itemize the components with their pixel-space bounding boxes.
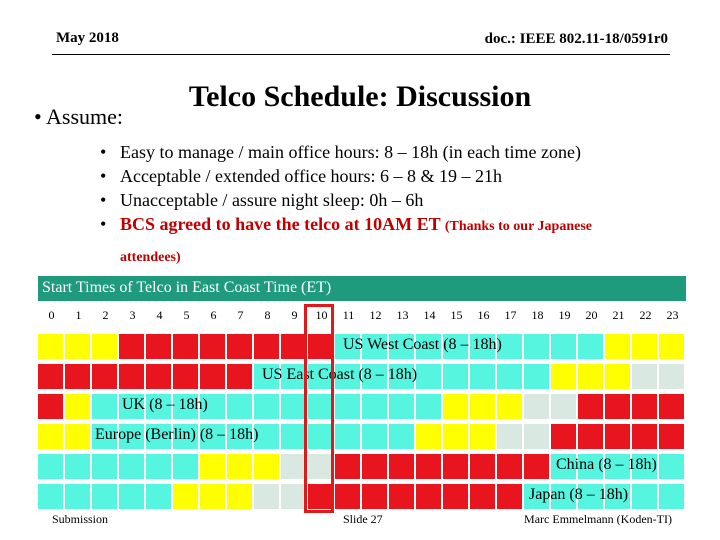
- hour-cell: [281, 484, 306, 509]
- assume-heading: [34, 104, 123, 130]
- slide-title: Telco Schedule: Discussion: [188, 80, 532, 113]
- row-label: UK (8 – 18h): [122, 396, 208, 413]
- hour-header-row: [38, 301, 686, 334]
- hour-label: 1: [75, 308, 82, 322]
- hour-label: 13: [396, 308, 409, 322]
- hour-cell: [605, 364, 630, 389]
- hour-label: 16: [477, 308, 490, 322]
- hour-cell: [497, 454, 522, 479]
- hour-cell: [497, 424, 522, 449]
- bullet-note: (Thanks to our Japanese: [444, 219, 592, 234]
- hour-label: 10: [315, 308, 328, 322]
- hour-label: 17: [504, 308, 517, 322]
- hour-cell: [389, 454, 414, 479]
- hour-cell: [551, 394, 576, 419]
- hour-label: 2: [102, 308, 109, 322]
- hour-cell: [173, 484, 198, 509]
- header-divider: [52, 54, 670, 55]
- hour-cell: [605, 394, 630, 419]
- assume-label: Assume:: [46, 104, 123, 129]
- hour-cell: [281, 394, 306, 419]
- hour-cell: [578, 424, 603, 449]
- list-item: [100, 212, 700, 236]
- hour-cell: [416, 424, 441, 449]
- hour-cell: [254, 394, 279, 419]
- hour-cell: [389, 424, 414, 449]
- bullet-icon: •: [100, 190, 107, 210]
- hour-cell: [470, 394, 495, 419]
- footer-author: Marc Emmelmann (Koden-TI): [524, 512, 672, 526]
- hour-cell: [632, 484, 657, 509]
- hour-cell: [146, 484, 171, 509]
- hour-cell: [362, 394, 387, 419]
- hour-cell: [119, 454, 144, 479]
- hour-cell: [632, 394, 657, 419]
- hour-cell: [659, 454, 684, 479]
- hour-cell: [254, 484, 279, 509]
- hour-cell: [497, 484, 522, 509]
- hour-label: 19: [558, 308, 571, 322]
- hour-label: 23: [666, 308, 679, 322]
- hour-cell: [524, 394, 549, 419]
- table-title: Start Times of Telco in East Coast Time (ET): [42, 279, 332, 296]
- hour-cell: [227, 484, 252, 509]
- hour-cell: [605, 424, 630, 449]
- hour-cell: [659, 334, 684, 359]
- hour-cell: [632, 334, 657, 359]
- hour-cell: [524, 334, 549, 359]
- hour-cell: [38, 364, 63, 389]
- hour-cell: [551, 424, 576, 449]
- hour-cell: [200, 364, 225, 389]
- hour-cell: [659, 364, 684, 389]
- hour-cell: [200, 484, 225, 509]
- hour-cell: [578, 334, 603, 359]
- hour-label: 12: [369, 308, 382, 322]
- hour-cell: [524, 454, 549, 479]
- hour-label: 5: [183, 308, 190, 322]
- hour-cell: [416, 484, 441, 509]
- hour-cell: [119, 334, 144, 359]
- hour-cell: [173, 364, 198, 389]
- hour-cell: [173, 334, 198, 359]
- hour-cell: [92, 394, 117, 419]
- header-date: May 2018: [56, 30, 119, 46]
- header-doc-id: doc.: IEEE 802.11-18/0591r0: [484, 31, 668, 47]
- table-row: [38, 424, 686, 451]
- hour-cell: [281, 424, 306, 449]
- hour-cell: [443, 364, 468, 389]
- row-label: China (8 – 18h): [556, 456, 657, 473]
- bullet-text: Easy to manage / main office hours: 8 – 18h (in each time zone): [120, 142, 582, 162]
- hour-cell: [173, 454, 198, 479]
- hour-cell: [524, 364, 549, 389]
- hour-label: 7: [237, 308, 244, 322]
- bullet-main: BCS agreed to have the telco at 10AM ET: [120, 214, 441, 234]
- hour-cell: [443, 424, 468, 449]
- hour-cell: [38, 394, 63, 419]
- hour-cell: [335, 394, 360, 419]
- table-row: [38, 394, 686, 421]
- hour-cell: [227, 394, 252, 419]
- row-label: Japan (8 – 18h): [529, 486, 629, 503]
- bullet-icon: •: [100, 166, 107, 186]
- row-label: Europe (Berlin) (8 – 18h): [95, 426, 259, 443]
- hour-cell: [659, 484, 684, 509]
- hour-cell: [497, 364, 522, 389]
- hour-cell: [416, 394, 441, 419]
- bullet-icon: •: [100, 142, 107, 162]
- table-title-bar: [38, 276, 686, 301]
- hour-cell: [470, 454, 495, 479]
- hour-cell: [146, 454, 171, 479]
- hour-cell: [362, 484, 387, 509]
- bullet-icon: •: [100, 214, 107, 234]
- hour-label: 22: [639, 308, 652, 322]
- bullet-list: [100, 140, 700, 236]
- hour-cell: [227, 454, 252, 479]
- table-row: [38, 454, 686, 481]
- hour-cell: [92, 454, 117, 479]
- hour-cell: [65, 394, 90, 419]
- hour-cell: [578, 364, 603, 389]
- table-row: [38, 364, 686, 391]
- bullet-text: Unacceptable / assure night sleep: 0h – 6h: [120, 190, 424, 210]
- hour-cell: [146, 364, 171, 389]
- hour-label: 11: [342, 308, 355, 322]
- hour-cell: [92, 484, 117, 509]
- hour-cell: [443, 484, 468, 509]
- hour-cell: [470, 364, 495, 389]
- bullet-icon: •: [34, 104, 42, 129]
- hour-label: 18: [531, 308, 544, 322]
- hour-cell: [605, 334, 630, 359]
- hour-label: 9: [291, 308, 298, 322]
- hour-cell: [524, 424, 549, 449]
- hour-label: 4: [156, 308, 163, 322]
- hour-cell: [38, 334, 63, 359]
- hour-label: 6: [210, 308, 217, 322]
- hour-cell: [416, 454, 441, 479]
- hour-label: 3: [129, 308, 136, 322]
- hour-label: 21: [612, 308, 625, 322]
- hour-label: 14: [423, 308, 436, 322]
- hour-cell: [200, 454, 225, 479]
- hour-cell: [389, 394, 414, 419]
- footer-submission: Submission: [52, 512, 109, 526]
- hour-label: 8: [264, 308, 271, 322]
- hour-cell: [92, 364, 117, 389]
- hour-cell: [470, 484, 495, 509]
- hour-cell: [443, 454, 468, 479]
- hour-cell: [281, 334, 306, 359]
- hour-cell: [254, 334, 279, 359]
- hour-cell: [38, 484, 63, 509]
- hour-cell: [281, 454, 306, 479]
- selected-hour-highlight: [304, 304, 334, 513]
- hour-cell: [65, 334, 90, 359]
- hour-cell: [470, 424, 495, 449]
- hour-cell: [38, 424, 63, 449]
- hour-cell: [254, 454, 279, 479]
- list-item: [100, 164, 700, 188]
- hour-cell: [659, 394, 684, 419]
- hour-cell: [227, 364, 252, 389]
- list-item: [100, 140, 700, 164]
- timezone-rows: [38, 334, 686, 503]
- hour-cell: [443, 394, 468, 419]
- hour-cell: [551, 364, 576, 389]
- hour-cell: [497, 394, 522, 419]
- hour-cell: [416, 364, 441, 389]
- hour-label: 15: [450, 308, 463, 322]
- hour-label: 20: [585, 308, 598, 322]
- hour-cell: [335, 424, 360, 449]
- timezone-table: [38, 276, 686, 512]
- hour-cell: [92, 334, 117, 359]
- table-row: [38, 484, 686, 511]
- hour-cell: [632, 424, 657, 449]
- footer-slide-number: Slide 27: [343, 512, 383, 526]
- hour-cell: [65, 364, 90, 389]
- hour-cell: [146, 334, 171, 359]
- bullet-note-continued: attendees): [120, 250, 181, 265]
- hour-cell: [362, 454, 387, 479]
- row-label: US West Coast (8 – 18h): [343, 336, 502, 353]
- hour-cell: [65, 484, 90, 509]
- bullet-text-highlight: [120, 212, 592, 239]
- hour-cell: [362, 424, 387, 449]
- hour-cell: [119, 364, 144, 389]
- hour-cell: [38, 454, 63, 479]
- bullet-text: Acceptable / extended office hours: 6 – 8 & 19 – 21h: [120, 166, 503, 186]
- hour-cell: [578, 394, 603, 419]
- hour-cell: [200, 334, 225, 359]
- table-row: [38, 334, 686, 361]
- hour-label: 0: [48, 308, 55, 322]
- hour-cell: [632, 364, 657, 389]
- hour-cell: [335, 454, 360, 479]
- hour-cell: [119, 484, 144, 509]
- hour-cell: [551, 334, 576, 359]
- hour-cell: [65, 424, 90, 449]
- list-item: [100, 188, 700, 212]
- hour-cell: [389, 484, 414, 509]
- hour-cell: [335, 484, 360, 509]
- hour-cell: [659, 424, 684, 449]
- hour-cell: [227, 334, 252, 359]
- hour-cell: [65, 454, 90, 479]
- row-label: US East Coast (8 – 18h): [262, 366, 418, 383]
